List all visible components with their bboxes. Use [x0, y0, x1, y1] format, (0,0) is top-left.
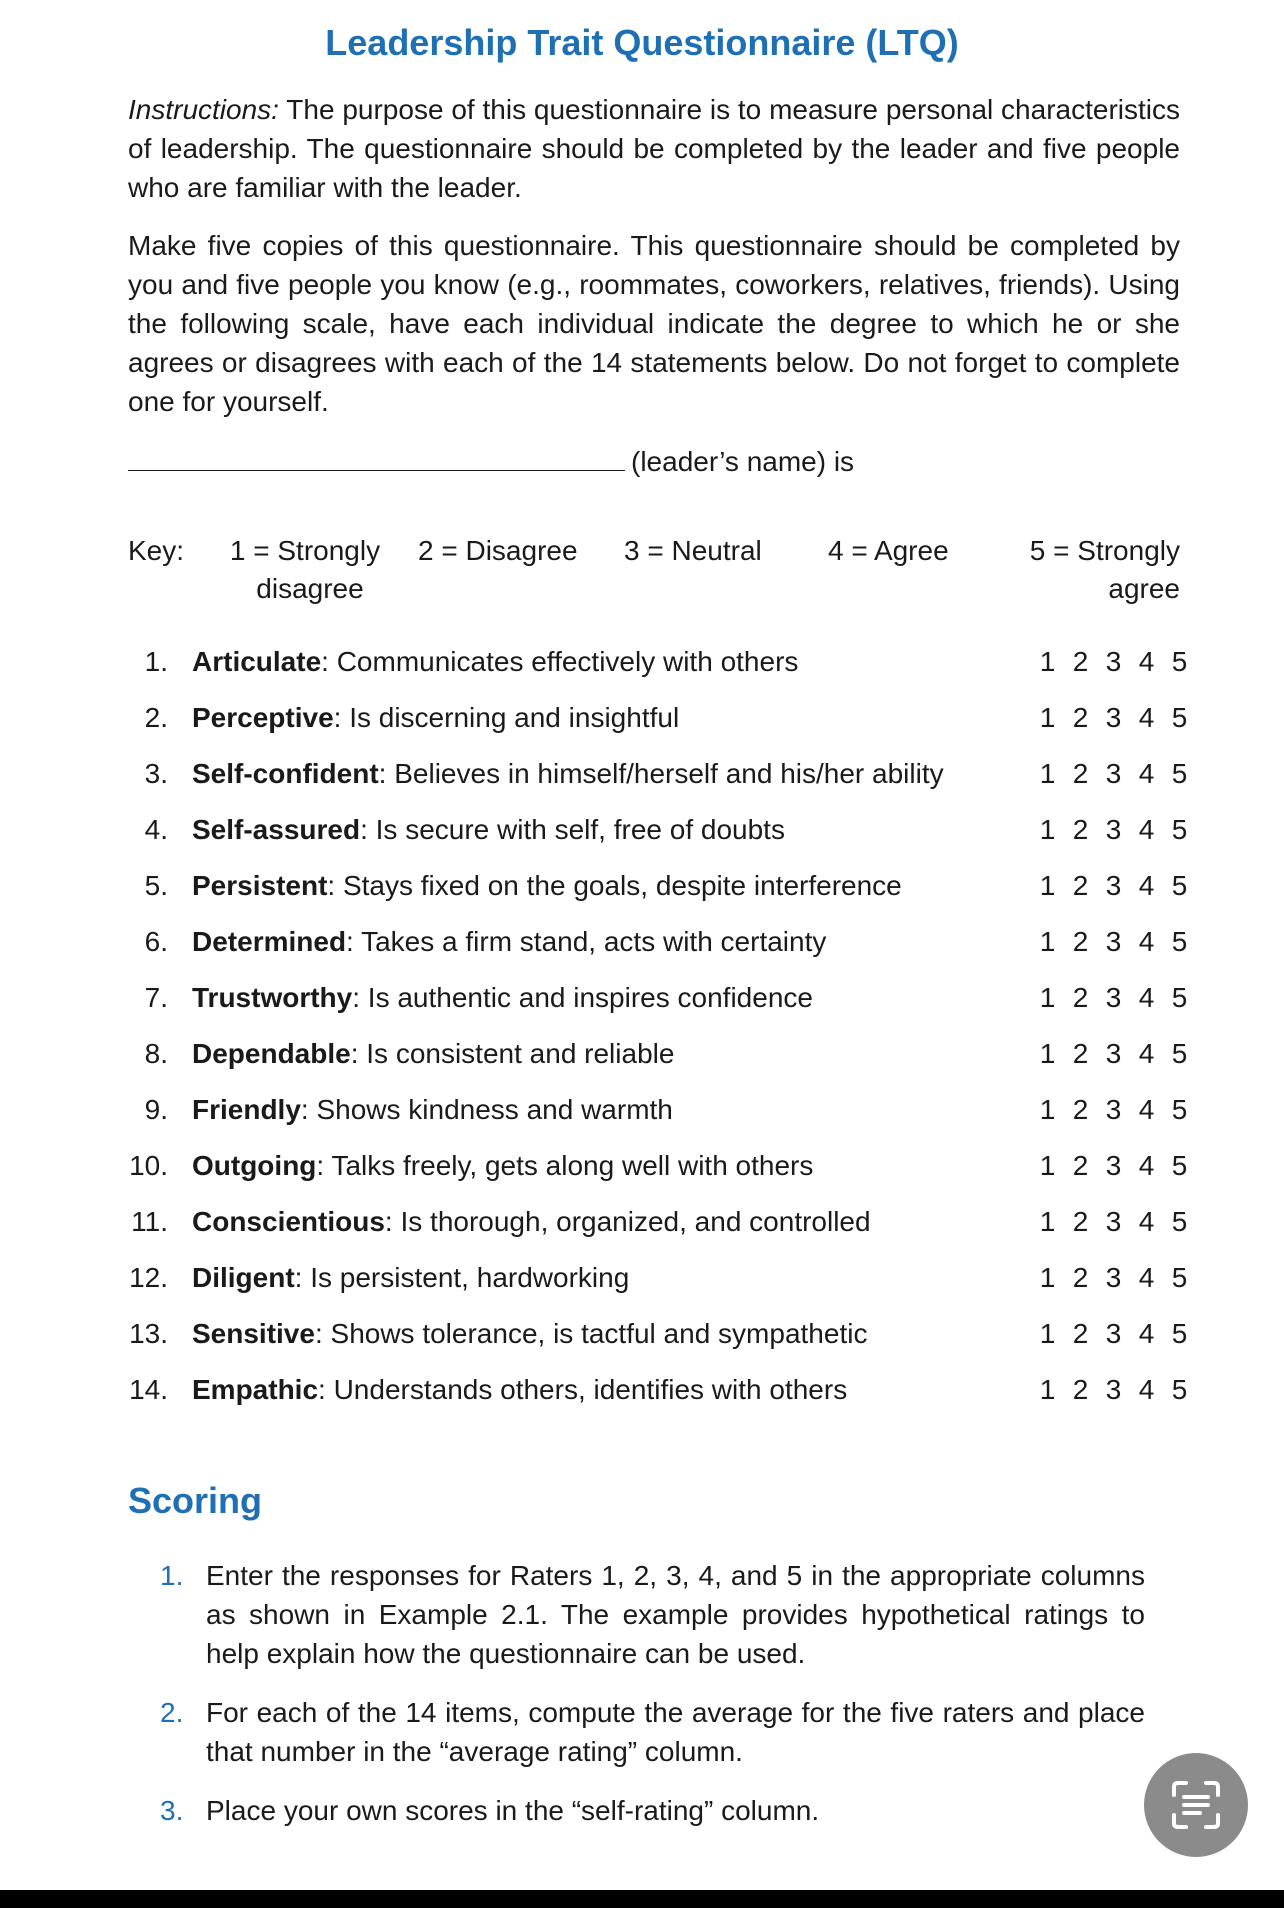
rating-scale [1031, 1258, 1196, 1298]
item-description: : Is secure with self, free of doubts [360, 814, 785, 845]
item-number: 3. [144, 758, 168, 789]
questionnaire-item [128, 978, 1188, 1034]
rating-scale [1031, 866, 1196, 906]
rating-option-2[interactable]: 2 [1072, 702, 1089, 733]
item-text [192, 1146, 813, 1186]
page-title: Leadership Trait Questionnaire (LTQ) [325, 22, 959, 63]
rating-option-5[interactable]: 5 [1171, 1206, 1188, 1237]
rating-scale [1031, 1090, 1196, 1130]
item-number: 12. [129, 1262, 168, 1293]
item-text [192, 1202, 871, 1242]
rating-option-4[interactable]: 4 [1138, 1262, 1155, 1293]
rating-option-4[interactable]: 4 [1138, 870, 1155, 901]
rating-option-1[interactable]: 1 [1039, 870, 1056, 901]
rating-option-3[interactable]: 3 [1105, 870, 1122, 901]
item-number: 9. [144, 1094, 168, 1125]
rating-option-4[interactable]: 4 [1138, 1150, 1155, 1181]
rating-option-5[interactable]: 5 [1171, 758, 1188, 789]
item-description: : Is persistent, hardworking [294, 1262, 630, 1293]
rating-option-4[interactable]: 4 [1138, 926, 1155, 957]
key-1-line2: disagree [256, 573, 364, 604]
rating-option-3[interactable]: 3 [1105, 758, 1122, 789]
rating-option-3[interactable]: 3 [1105, 926, 1122, 957]
leader-name-line [128, 440, 854, 482]
item-term: Determined [192, 926, 347, 957]
rating-option-3[interactable]: 3 [1105, 1094, 1122, 1125]
item-number: 10. [129, 1150, 168, 1181]
scan-text-icon [1168, 1777, 1224, 1833]
rating-option-3[interactable]: 3 [1105, 1262, 1122, 1293]
rating-option-5[interactable]: 5 [1171, 814, 1188, 845]
rating-scale [1031, 922, 1196, 962]
item-text [192, 922, 826, 962]
item-term: Conscientious [192, 1206, 385, 1237]
rating-scale [1031, 1146, 1196, 1186]
rating-option-4[interactable]: 4 [1138, 1206, 1155, 1237]
rating-scale [1031, 698, 1196, 738]
item-number: 2. [144, 702, 168, 733]
item-term: Friendly [192, 1094, 301, 1125]
questionnaire-items [128, 642, 1188, 1426]
rating-option-1[interactable]: 1 [1039, 1206, 1056, 1237]
item-number: 4. [144, 814, 168, 845]
item-number: 8. [144, 1038, 168, 1069]
rating-option-3[interactable]: 3 [1105, 702, 1122, 733]
item-text [192, 978, 813, 1018]
rating-option-5[interactable]: 5 [1171, 1374, 1188, 1405]
rating-scale [1031, 810, 1196, 850]
scoring-step-number: 1. [160, 1560, 184, 1591]
item-term: Self-confident [192, 758, 379, 789]
rating-option-4[interactable]: 4 [1138, 1374, 1155, 1405]
rating-option-3[interactable]: 3 [1105, 982, 1122, 1013]
rating-option-2[interactable]: 2 [1072, 758, 1089, 789]
rating-scale [1031, 642, 1196, 682]
leader-name-suffix: (leader’s name) is [631, 446, 855, 477]
rating-option-2[interactable]: 2 [1072, 1094, 1089, 1125]
rating-option-4[interactable]: 4 [1138, 1318, 1155, 1349]
item-number: 7. [144, 982, 168, 1013]
questionnaire-item [128, 1202, 1188, 1258]
rating-option-1[interactable]: 1 [1039, 1318, 1056, 1349]
item-description: : Is discerning and insightful [333, 702, 680, 733]
item-text [192, 866, 902, 906]
questionnaire-item [128, 698, 1188, 754]
item-description: : Shows tolerance, is tactful and sympathetic [314, 1318, 868, 1349]
rating-scale [1031, 978, 1196, 1018]
key-neutral: 3 = Neutral [624, 535, 762, 566]
rating-option-5[interactable]: 5 [1171, 1150, 1188, 1181]
item-text [192, 1090, 673, 1130]
rating-option-5[interactable]: 5 [1171, 1094, 1188, 1125]
scan-text-button[interactable] [1144, 1753, 1248, 1857]
rating-option-1[interactable]: 1 [1039, 1374, 1056, 1405]
instructions-lead: Instructions: [128, 94, 279, 125]
key-disagree: 2 = Disagree [418, 535, 578, 566]
item-number: 11. [131, 1206, 168, 1237]
rating-option-4[interactable]: 4 [1138, 982, 1155, 1013]
questionnaire-item [128, 1314, 1188, 1370]
rating-option-2[interactable]: 2 [1072, 1038, 1089, 1069]
item-term: Empathic [192, 1374, 319, 1405]
rating-option-1[interactable]: 1 [1039, 1038, 1056, 1069]
rating-option-5[interactable]: 5 [1171, 1038, 1188, 1069]
copies-paragraph: Make five copies of this questionnaire. This questionnaire should be completed by you and five people you know (e.g., roommates, coworkers, relatives, friends). Using the following scale, have each individual indicate the degree to which he or she agrees or disagrees with each of the 14 statements below. Do not forget to complete one for yourself. [128, 230, 1180, 417]
item-term: Perceptive [192, 702, 334, 733]
rating-option-4[interactable]: 4 [1138, 1094, 1155, 1125]
questionnaire-item [128, 1258, 1188, 1314]
item-text [192, 1258, 629, 1298]
rating-option-1[interactable]: 1 [1039, 982, 1056, 1013]
rating-option-5[interactable]: 5 [1171, 702, 1188, 733]
item-term: Sensitive [192, 1318, 315, 1349]
rating-scale [1031, 1202, 1196, 1242]
item-number: 5. [144, 870, 168, 901]
item-description: : Communicates effectively with others [321, 646, 799, 677]
item-term: Articulate [192, 646, 322, 677]
rating-option-5[interactable]: 5 [1171, 982, 1188, 1013]
scoring-step [160, 1791, 1145, 1830]
item-number: 13. [129, 1318, 168, 1349]
item-description: : Takes a firm stand, acts with certainty [346, 926, 827, 957]
rating-option-5[interactable]: 5 [1171, 870, 1188, 901]
item-description: : Shows kindness and warmth [300, 1094, 673, 1125]
rating-option-2[interactable]: 2 [1072, 1206, 1089, 1237]
item-text [192, 642, 798, 682]
questionnaire-item [128, 866, 1188, 922]
leader-name-blank [128, 440, 625, 471]
item-term: Trustworthy [192, 982, 353, 1013]
scoring-step [160, 1693, 1145, 1771]
item-text [192, 698, 679, 738]
item-text [192, 1034, 674, 1074]
rating-option-3[interactable]: 3 [1105, 1206, 1122, 1237]
instructions-paragraph [128, 90, 1180, 207]
rating-option-1[interactable]: 1 [1039, 702, 1056, 733]
key-1-line1: 1 = Strongly [229, 535, 381, 566]
rating-option-4[interactable]: 4 [1138, 814, 1155, 845]
item-text [192, 754, 944, 794]
rating-option-3[interactable]: 3 [1105, 1150, 1122, 1181]
rating-option-1[interactable]: 1 [1039, 1150, 1056, 1181]
rating-option-4[interactable]: 4 [1138, 646, 1155, 677]
questionnaire-item [128, 1370, 1188, 1426]
rating-option-2[interactable]: 2 [1072, 870, 1089, 901]
item-number: 14. [129, 1374, 168, 1405]
scoring-step-number: 2. [160, 1697, 184, 1728]
key-agree: 4 = Agree [828, 535, 949, 566]
questionnaire-item [128, 1034, 1188, 1090]
rating-option-4[interactable]: 4 [1138, 758, 1155, 789]
item-number: 1. [144, 646, 168, 677]
questionnaire-item [128, 642, 1188, 698]
item-number: 6. [144, 926, 168, 957]
item-description: : Is thorough, organized, and controlled [384, 1206, 871, 1237]
item-description: : Understands others, identifies with others [318, 1374, 848, 1405]
item-description: : Talks freely, gets along well with others [316, 1150, 814, 1181]
questionnaire-item [128, 922, 1188, 978]
key-strongly-disagree [220, 532, 390, 608]
item-description: : Stays fixed on the goals, despite interference [327, 870, 902, 901]
item-description: : Is consistent and reliable [350, 1038, 675, 1069]
rating-scale [1031, 1034, 1196, 1074]
rating-scale [1031, 1314, 1196, 1354]
rating-option-5[interactable]: 5 [1171, 646, 1188, 677]
item-term: Self-assured [192, 814, 361, 845]
questionnaire-item [128, 1090, 1188, 1146]
rating-option-5[interactable]: 5 [1171, 1262, 1188, 1293]
questionnaire-item [128, 1146, 1188, 1202]
rating-option-1[interactable]: 1 [1039, 814, 1056, 845]
key-5-line2: agree [1108, 573, 1180, 604]
scoring-step-text: Place your own scores in the “self-rating” column. [206, 1795, 820, 1826]
item-text [192, 1370, 847, 1410]
rating-option-2[interactable]: 2 [1072, 1262, 1089, 1293]
questionnaire-item [128, 810, 1188, 866]
rating-option-2[interactable]: 2 [1072, 1318, 1089, 1349]
rating-option-2[interactable]: 2 [1072, 982, 1089, 1013]
rating-option-2[interactable]: 2 [1072, 926, 1089, 957]
rating-option-4[interactable]: 4 [1138, 702, 1155, 733]
instructions-text: The purpose of this questionnaire is to measure personal characteristics of leadership. The questionnaire should be completed by the leader and five people who are familiar with the leader. [128, 94, 1180, 203]
rating-option-2[interactable]: 2 [1072, 646, 1089, 677]
rating-option-3[interactable]: 3 [1105, 814, 1122, 845]
scoring-steps [160, 1556, 1145, 1850]
rating-option-3[interactable]: 3 [1105, 1318, 1122, 1349]
item-description: : Believes in himself/herself and his/her ability [378, 758, 944, 789]
rating-option-1[interactable]: 1 [1039, 1262, 1056, 1293]
scoring-step-number: 3. [160, 1795, 184, 1826]
key-strongly-agree [1003, 532, 1180, 608]
rating-option-1[interactable]: 1 [1039, 646, 1056, 677]
scoring-step-text: For each of the 14 items, compute the average for the five raters and place that number in the “average rating” column. [206, 1697, 1145, 1767]
rating-option-3[interactable]: 3 [1105, 1038, 1122, 1069]
item-term: Dependable [192, 1038, 351, 1069]
rating-scale [1031, 1370, 1196, 1410]
rating-option-2[interactable]: 2 [1072, 1150, 1089, 1181]
item-term: Persistent [192, 870, 328, 901]
rating-option-4[interactable]: 4 [1138, 1038, 1155, 1069]
rating-option-1[interactable]: 1 [1039, 1094, 1056, 1125]
rating-option-5[interactable]: 5 [1171, 926, 1188, 957]
bottom-bar [0, 1890, 1284, 1908]
rating-option-3[interactable]: 3 [1105, 646, 1122, 677]
rating-option-2[interactable]: 2 [1072, 814, 1089, 845]
item-text [192, 810, 785, 850]
key-5-line1: 5 = Strongly [1029, 535, 1180, 566]
scoring-heading: Scoring [128, 1480, 263, 1521]
item-term: Diligent [192, 1262, 295, 1293]
item-term: Outgoing [192, 1150, 317, 1181]
questionnaire-item [128, 754, 1188, 810]
item-description: : Is authentic and inspires confidence [352, 982, 813, 1013]
rating-option-2[interactable]: 2 [1072, 1374, 1089, 1405]
rating-option-3[interactable]: 3 [1105, 1374, 1122, 1405]
item-text [192, 1314, 867, 1354]
rating-option-1[interactable]: 1 [1039, 758, 1056, 789]
rating-option-1[interactable]: 1 [1039, 926, 1056, 957]
scoring-step-text: Enter the responses for Raters 1, 2, 3, 4, and 5 in the appropriate columns as shown in Example 2.1. The example provides hypothetical ratings to help explain how the questionnaire can be used. [206, 1560, 1145, 1669]
scoring-step [160, 1556, 1145, 1673]
rating-option-5[interactable]: 5 [1171, 1318, 1188, 1349]
rating-scale [1031, 754, 1196, 794]
key-label: Key: [128, 535, 185, 566]
